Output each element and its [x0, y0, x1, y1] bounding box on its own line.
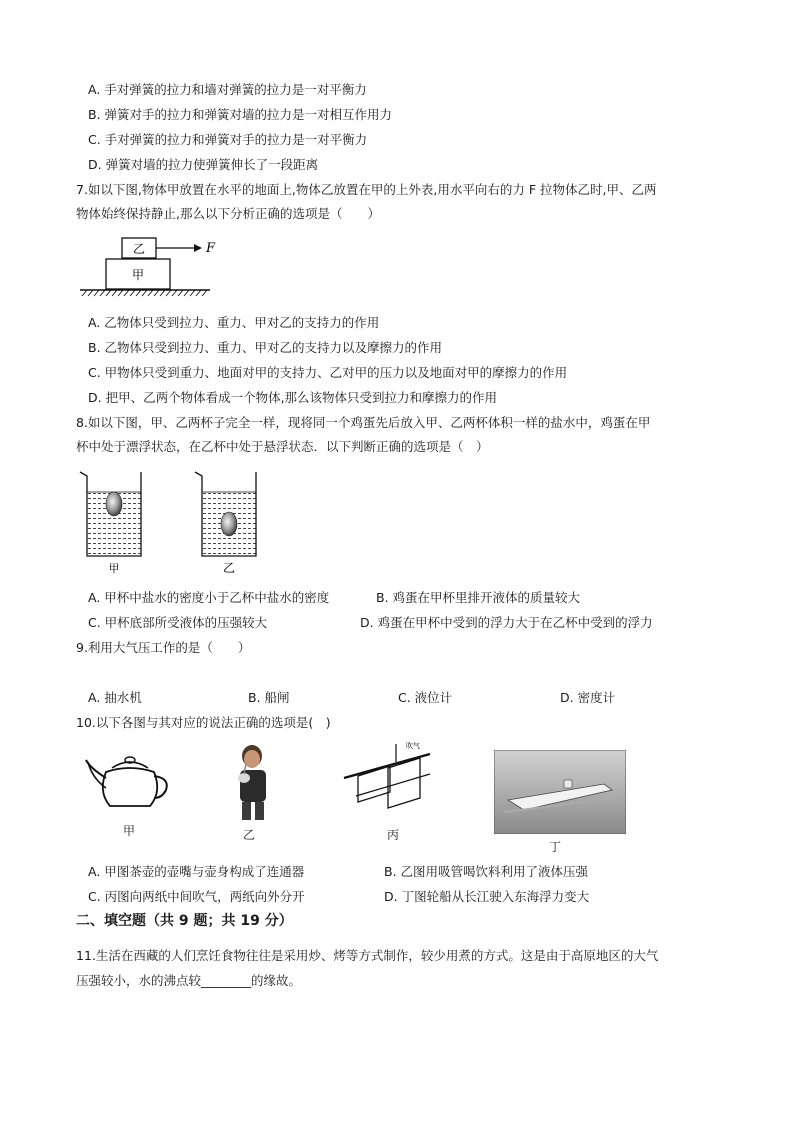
- q8-cup1-label: 甲: [108, 562, 120, 575]
- q10-fig-note: 吹气: [406, 742, 420, 750]
- q9-option-c: C. 液位计: [398, 690, 453, 705]
- q8-cup2-label: 乙: [222, 561, 236, 575]
- q7-block-figure: [76, 232, 216, 302]
- q7-option-c: C. 甲物体只受到重力、地面对甲的支持力、乙对甲的压力以及地面对甲的摩擦力的作用: [88, 365, 568, 380]
- q10-option-c: C. 丙图向两纸中间吹气，两纸向外分开: [88, 889, 305, 904]
- q8-option-c: C. 甲杯底部所受液体的压强较大: [88, 615, 268, 630]
- q10-boy-drinking-figure: [222, 742, 280, 822]
- q11-stem-line2: 压强较小，水的沸点较________的缘故。: [76, 973, 302, 988]
- q8-stem-line2: 杯中处于漂浮状态，在乙杯中处于悬浮状态．以下判断正确的选项是（ ）: [76, 439, 489, 454]
- q7-option-b: B. 乙物体只受到拉力、重力、甲对乙的支持力以及摩擦力的作用: [88, 340, 443, 355]
- q8-option-a: A. 甲杯中盐水的密度小于乙杯中盐水的密度: [88, 590, 330, 605]
- q10-ship-photo-figure: [494, 750, 626, 834]
- q9-option-a: A. 抽水机: [88, 690, 142, 705]
- q7-fig-label-yi: 乙: [132, 242, 146, 256]
- q9-stem: 9.利用大气压工作的是（ ）: [76, 640, 251, 655]
- q10-label-yi: 乙: [242, 828, 255, 842]
- q8-cups-figure: [78, 466, 268, 576]
- q7-fig-label-jia: 甲: [131, 268, 145, 282]
- q9-option-d: D. 密度计: [560, 690, 616, 705]
- q8-option-b: B. 鸡蛋在甲杯里排开液体的质量较大: [376, 590, 581, 605]
- q10-label-jia: 甲: [122, 824, 135, 838]
- q10-label-bing: 丙: [386, 828, 399, 842]
- q6-option-a: A. 手对弹簧的拉力和墙对弹簧的拉力是一对平衡力: [88, 82, 367, 97]
- q10-stem: 10.以下各图与其对应的说法正确的选项是( ): [76, 715, 331, 730]
- q10-option-b: B. 乙图用吸管喝饮料利用了液体压强: [384, 864, 589, 879]
- q7-fig-label-f: F: [206, 241, 216, 256]
- q6-option-b: B. 弹簧对手的拉力和弹簧对墙的拉力是一对相互作用力: [88, 107, 393, 122]
- q10-option-a: A. 甲图茶壶的壶嘴与壶身构成了连通器: [88, 864, 305, 879]
- q7-stem-line1: 7.如以下图,物体甲放置在水平的地面上,物体乙放置在甲的上外表,用水平向右的力 F 拉物体乙时,甲、乙两: [76, 182, 657, 197]
- q11-stem-line1: 11.生活在西藏的人们烹饪食物往往是采用炒、烤等方式制作，较少用煮的方式。这是由于高原地区的大气: [76, 948, 659, 963]
- q9-option-b: B. 船闸: [248, 690, 290, 705]
- q10-option-d: D. 丁图轮船从长江驶入东海浮力变大: [384, 889, 590, 904]
- q7-option-a: A. 乙物体只受到拉力、重力、甲对乙的支持力的作用: [88, 315, 380, 330]
- q6-option-c: C. 手对弹簧的拉力和弹簧对手的拉力是一对平衡力: [88, 132, 368, 147]
- q8-option-d: D. 鸡蛋在甲杯中受到的浮力大于在乙杯中受到的浮力: [360, 615, 653, 630]
- q10-teapot-figure: [84, 748, 174, 814]
- q7-option-d: D. 把甲、乙两个物体看成一个物体,那么该物体只受到拉力和摩擦力的作用: [88, 390, 498, 405]
- section-heading-fill-in: 二、填空题（共 9 题；共 19 分）: [76, 913, 293, 929]
- q6-option-d: D. 弹簧对墙的拉力使弹簧伸长了一段距离: [88, 157, 319, 172]
- q10-label-ding: 丁: [548, 840, 561, 854]
- q8-stem-line1: 8.如以下图，甲、乙两杯子完全一样，现将同一个鸡蛋先后放入甲、乙两杯体积一样的盐水中，鸡蛋在甲: [76, 415, 651, 430]
- q7-stem-line2: 物体始终保持静止,那么以下分析正确的选项是（ ）: [76, 206, 380, 221]
- q10-two-papers-figure: [336, 738, 436, 828]
